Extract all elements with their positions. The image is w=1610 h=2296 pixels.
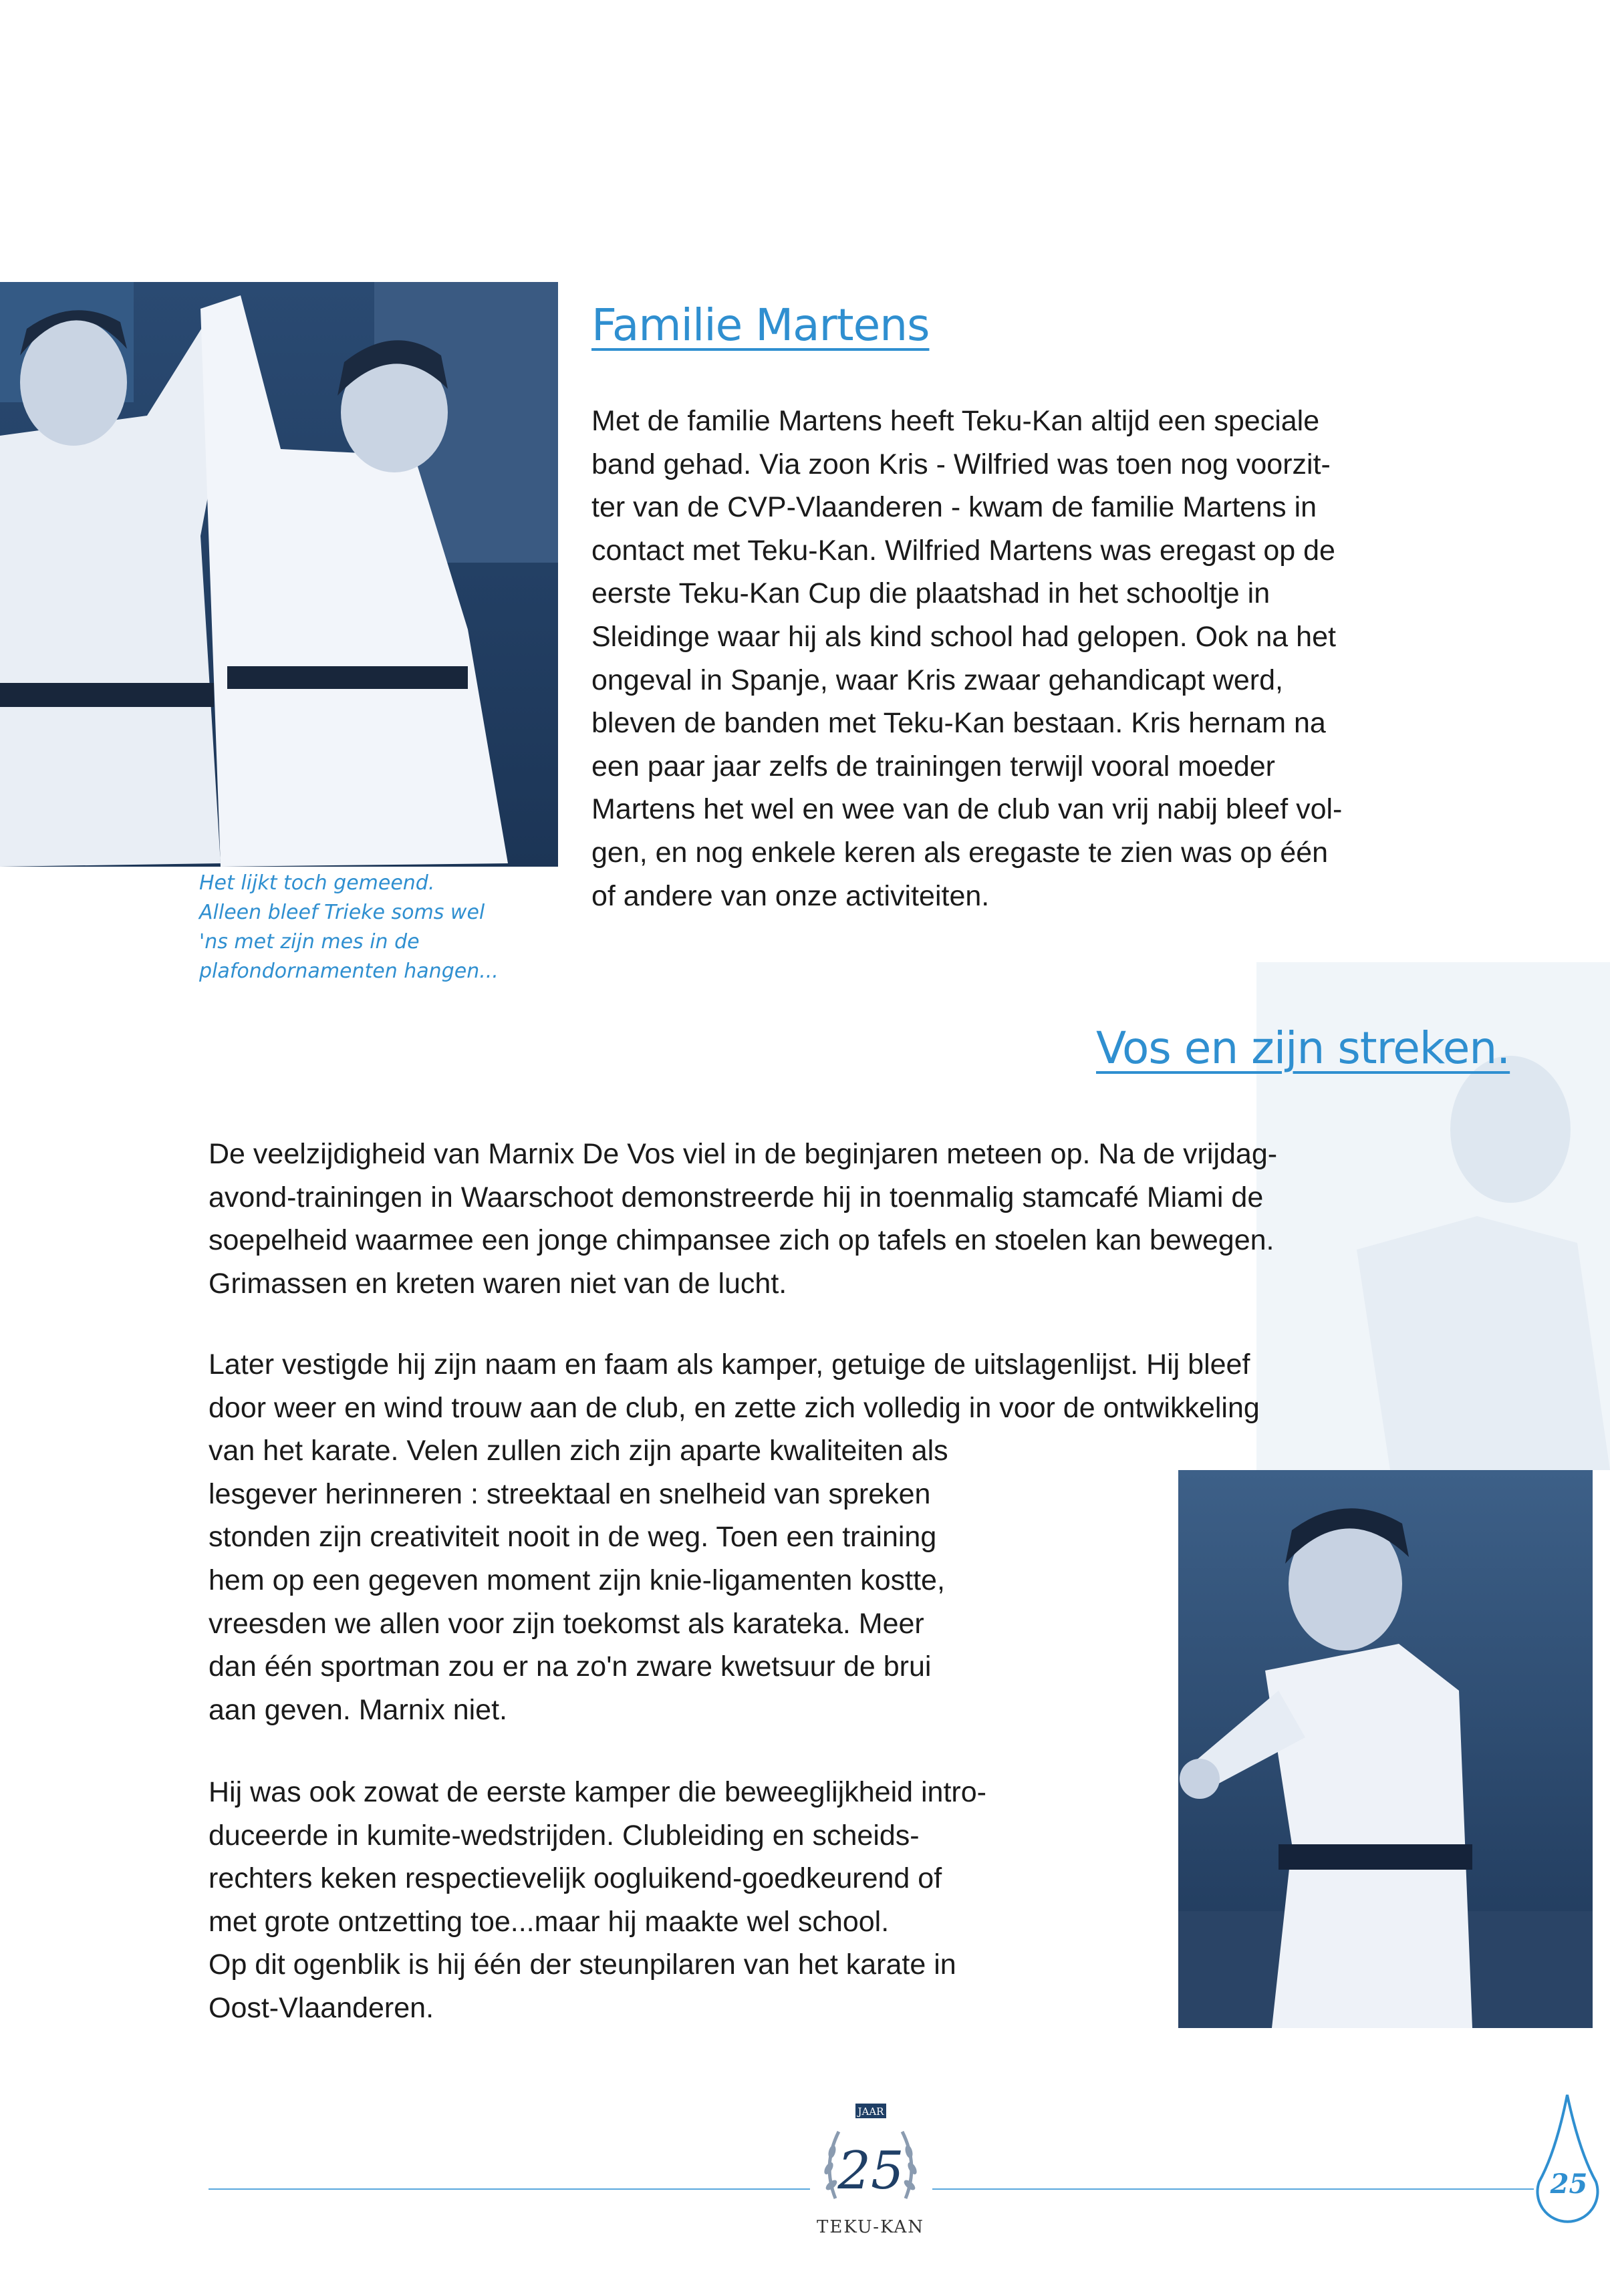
article-title-vos: Vos en zijn streken. <box>1096 1022 1510 1074</box>
article-title-familie-martens: Familie Martens <box>591 299 930 351</box>
article-body-familie-martens <box>591 400 1487 917</box>
caption-line: 'ns met zijn mes in de <box>199 930 420 954</box>
body-line: soepelheid waarmee een jonge chimpansee zich op tafels en stoelen kan bewegen. <box>209 1224 1274 1257</box>
body-line: Hij was ook zowat de eerste kamper die beweeglijkheid intro- <box>209 1776 986 1808</box>
anniversary-logo <box>809 2098 932 2225</box>
body-line: Later vestigde hij zijn naam en faam als kamper, getuige de uitslagenlijst. Hij bleef <box>209 1348 1250 1381</box>
body-line: band gehad. Via zoon Kris - Wilfried was toen nog voorzit- <box>591 448 1331 480</box>
body-line: duceerde in kumite-wedstrijden. Clubleiding en scheids- <box>209 1819 920 1852</box>
body-line: De veelzijdigheid van Marnix De Vos viel in de beginjaren meteen op. Na de vrijdag- <box>209 1138 1278 1170</box>
body-line: Grimassen en kreten waren niet van de lucht. <box>209 1267 787 1300</box>
article-body-vos-paragraph-3 <box>209 1771 986 2030</box>
body-line: eerste Teku-Kan Cup die plaatshad in het schooltje in <box>591 577 1270 610</box>
body-line: aan geven. Marnix niet. <box>209 1693 507 1726</box>
article-body-vos-paragraph-1 <box>209 1133 1277 1305</box>
body-line: Martens het wel en wee van de club van vrij nabij bleef vol- <box>591 793 1343 826</box>
caption-line: plafondornamenten hangen... <box>199 960 499 983</box>
photo-caption <box>199 869 547 986</box>
body-line: vreesden we allen voor zijn toekomst als karateka. Meer <box>209 1607 924 1640</box>
body-line: gen, en nog enkele keren als eregaste te zien was op één <box>591 836 1329 869</box>
body-line: Oost-Vlaanderen. <box>209 1991 434 2024</box>
logo-jaar-text: JAAR <box>857 2106 884 2118</box>
body-line: bleven de banden met Teku-Kan bestaan. Kris hernam na <box>591 707 1326 740</box>
body-line: door weer en wind trouw aan de club, en zette zich volledig in voor de ontwikkeling <box>209 1391 1260 1424</box>
caption-line: Alleen bleef Trieke soms wel <box>199 901 485 924</box>
footer-rule-left <box>209 2188 810 2190</box>
body-line: dan één sportman zou er na zo'n zware kwetsuur de brui <box>209 1651 932 1683</box>
body-line: met grote ontzetting toe...maar hij maakte wel school. <box>209 1905 890 1938</box>
karate-duo-photo <box>0 282 558 867</box>
footer-club-name: TEKU-KAN <box>817 2217 924 2237</box>
body-line: Sleidinge waar hij als kind school had gelopen. Ook na het <box>591 620 1336 653</box>
footer-rule-right <box>932 2188 1534 2190</box>
body-line: ter van de CVP-Vlaanderen - kwam de familie Martens in <box>591 491 1317 524</box>
body-line: van het karate. Velen zullen zich zijn aparte kwaliteiten als <box>209 1435 948 1467</box>
body-line: hem op een gegeven moment zijn knie-ligamenten kostte, <box>209 1564 945 1596</box>
body-line: avond-trainingen in Waarschoot demonstreerde hij in toenmalig stamcafé Miami de <box>209 1181 1264 1213</box>
body-line: ongeval in Spanje, waar Kris zwaar gehandicapt werd, <box>591 664 1283 696</box>
body-line: contact met Teku-Kan. Wilfried Martens was eregast op de <box>591 534 1335 567</box>
article-body-vos-paragraph-2 <box>209 1343 1260 1731</box>
body-line: of andere van onze activiteiten. <box>591 879 990 912</box>
body-line: stonden zijn creativiteit nooit in de weg. Toen een training <box>209 1521 937 1554</box>
body-line: Op dit ogenblik is hij één der steunpilaren van het karate in <box>209 1949 956 1981</box>
body-line: een paar jaar zelfs de trainingen terwijl vooral moeder <box>591 750 1275 782</box>
page-number: 25 <box>1550 2168 1588 2200</box>
body-line: lesgever herinneren : streektaal en snelheid van spreken <box>209 1477 931 1510</box>
body-line: rechters keken respectievelijk oogluikend-goedkeurend of <box>209 1862 942 1895</box>
caption-line: Het lijkt toch gemeend. <box>199 871 435 895</box>
body-line: Met de familie Martens heeft Teku-Kan altijd een speciale <box>591 405 1320 437</box>
karateka-punch-photo <box>1178 1470 1593 2028</box>
logo-number: 25 <box>837 2141 904 2201</box>
page-number-drop-icon <box>1529 2092 1606 2225</box>
